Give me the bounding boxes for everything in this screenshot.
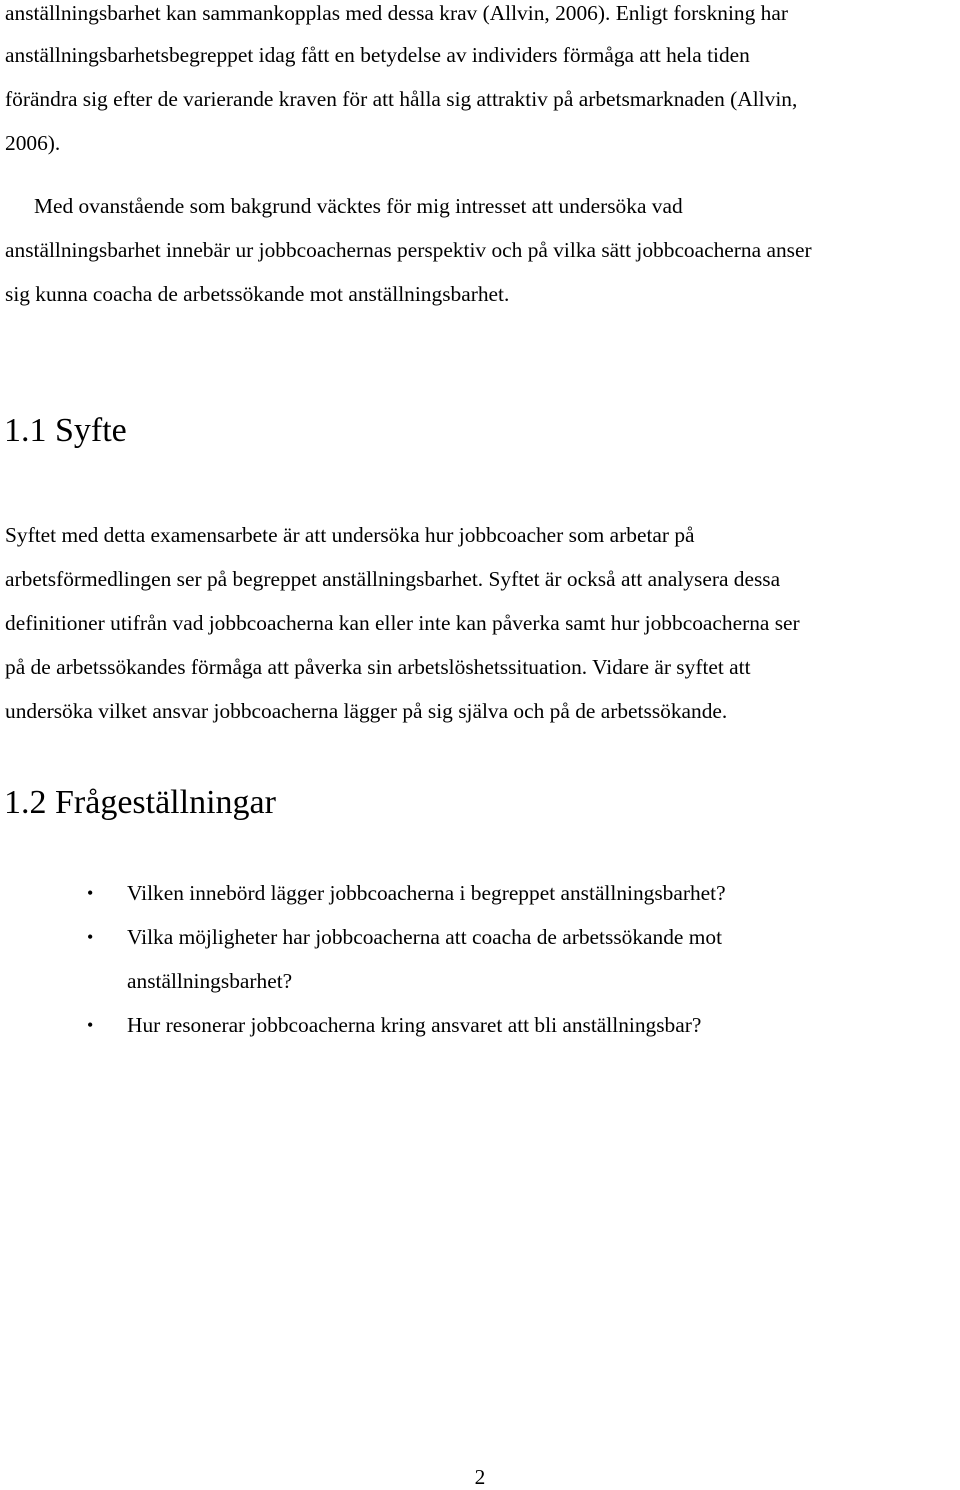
bullet-icon: • bbox=[87, 1015, 94, 1035]
purpose-line-4: på de arbetssökandes förmåga att påverka sin arbetslöshetssituation. Vidare är syftet att bbox=[5, 655, 751, 679]
intro-line-3: förändra sig efter de varierande kraven för att hålla sig attraktiv på arbetsmarknaden (Allvin, bbox=[5, 87, 798, 111]
section-heading-fragestallningar: 1.2 Frågeställningar bbox=[4, 784, 276, 821]
purpose-line-3: definitioner utifrån vad jobbcoacherna kan eller inte kan påverka samt hur jobbcoacherna ser bbox=[5, 611, 800, 635]
bullet-icon: • bbox=[87, 883, 94, 903]
question-2-line-1: Vilka möjligheter har jobbcoacherna att coacha de arbetssökande mot bbox=[127, 925, 723, 949]
section-heading-syfte: 1.1 Syfte bbox=[4, 412, 127, 449]
background-line-2: anställningsbarhet innebär ur jobbcoachernas perspektiv och på vilka sätt jobbcoacherna anser bbox=[5, 238, 812, 262]
purpose-line-5: undersöka vilket ansvar jobbcoacherna lägger på sig själva och på de arbetssökande. bbox=[5, 699, 728, 723]
question-1-line-1: Vilken innebörd lägger jobbcoacherna i begreppet anställningsbarhet? bbox=[127, 881, 726, 905]
background-line-1: Med ovanstående som bakgrund väcktes för mig intresset att undersöka vad bbox=[34, 194, 683, 218]
background-line-3: sig kunna coacha de arbetssökande mot anställningsbarhet. bbox=[5, 282, 510, 306]
intro-line-4: 2006). bbox=[5, 131, 61, 155]
question-2-line-2: anställningsbarhet? bbox=[127, 969, 293, 993]
bullet-icon: • bbox=[87, 927, 94, 947]
intro-line-1: anställningsbarhet kan sammankopplas med dessa krav (Allvin, 2006). Enligt forskning har bbox=[5, 1, 788, 25]
question-3-line-1: Hur resonerar jobbcoacherna kring ansvaret att bli anställningsbar? bbox=[127, 1013, 702, 1037]
intro-line-2: anställningsbarhetsbegreppet idag fått en betydelse av individers förmåga att hela tiden bbox=[5, 43, 750, 67]
page-number: 2 bbox=[474, 1465, 486, 1489]
purpose-line-2: arbetsförmedlingen ser på begreppet anställningsbarhet. Syftet är också att analysera dessa bbox=[5, 567, 781, 591]
purpose-line-1: Syftet med detta examensarbete är att undersöka hur jobbcoacher som arbetar på bbox=[5, 523, 695, 547]
